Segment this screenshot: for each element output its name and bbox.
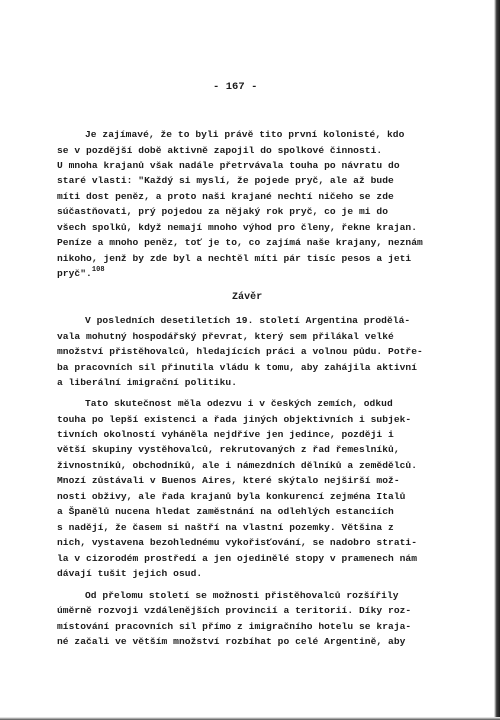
text-line: míti dost peněz, a proto naši krajané nechtí ničeho se zde bbox=[57, 191, 394, 202]
text-line: s nadějí, že časem si naštří na vlastní pozemky. Většina z bbox=[57, 522, 394, 533]
text-line: živnostníků, obchodníků, ale i námezdních dělníků a zemědělců. bbox=[57, 460, 418, 471]
text-line: nikoho, jenž by zde byl a nechtěl míti pár tisíc pesos a jeti bbox=[57, 253, 412, 264]
text-line: Tato skutečnost měla odezvu i v českých zemích, odkud bbox=[85, 398, 393, 409]
text-line: Od přelomu století se možnosti přistěhovalců rozšířily bbox=[85, 590, 399, 601]
page-number: - 167 - bbox=[213, 81, 258, 93]
text-line: né začali ve větším množství rozbíhat po celé Argentině, aby bbox=[57, 636, 406, 647]
text-line: súčastňovati, prý pojedou za nějaký rok pryč, co je mi do bbox=[57, 206, 389, 217]
text-line: se v pozdější době aktivně zapojil do spolkové činnosti. bbox=[57, 145, 383, 156]
text-line: Je zajímavé, že to byli právě tito první kolonisté, kdo bbox=[85, 129, 405, 140]
text-line: větší skupiny vystěhovalců, rekrutovaných z řad řemeslníků, bbox=[57, 444, 400, 455]
text-line: dávají tušit jejich osud. bbox=[57, 568, 203, 579]
text-line: Mnozí zůstávali v Buenos Aires, které skýtalo nejširší mož- bbox=[57, 475, 400, 486]
text-line: tivních okolností vyháněla nejdříve jen jedince, později i bbox=[57, 429, 394, 440]
text-line: V posledních desetiletích 19. století Argentina prodělá- bbox=[85, 315, 411, 326]
text-line: a liberální imigrační politiku. bbox=[57, 377, 238, 388]
text-line: všech spolků, když nemají mnoho výhod pro členy, řekne krajan. bbox=[57, 222, 418, 233]
text-line: vala mohutný hospodářský převrat, který sem přilákal velké bbox=[57, 331, 394, 342]
text-line-with-footnote bbox=[57, 267, 105, 282]
text-line: a Španělů nucena hledat zaměstnání na odlehlých estanciích bbox=[57, 506, 394, 517]
text-fragment: pryč". bbox=[57, 268, 92, 279]
scan-edge-shadow bbox=[494, 0, 500, 720]
text-line: touha po lepší existenci a řada jiných objektivních i subjek- bbox=[57, 414, 412, 425]
section-heading: Závěr bbox=[232, 292, 263, 303]
text-line: staré vlasti: "Každý si myslí, že pojede pryč, ale až bude bbox=[57, 175, 394, 186]
text-line: místování pracovních sil přímo z imigračního hotelu se kraja- bbox=[57, 621, 412, 632]
text-line: úměrně rozvoji vzdálenějších provincií a teritorií. Díky roz- bbox=[57, 605, 412, 616]
text-line: nosti obživy, ale řada krajanů byla konkurencí zejména Italů bbox=[57, 491, 406, 502]
footnote-reference: 108 bbox=[91, 266, 105, 274]
text-line: ba pracovních sil přinutila vládu k tomu, aby zahájila aktivní bbox=[57, 362, 418, 373]
text-line: Peníze a mnoho peněz, toť je to, co zajímá naše krajany, neznám bbox=[57, 237, 423, 248]
text-line: U mnoha krajanů však nadále přetrvávala touha po návratu do bbox=[57, 160, 400, 171]
text-line: la v cizorodém prostředí a jen ojedinělé stopy v pramenech nám bbox=[57, 553, 418, 564]
text-line: nich, vystavena bezohlednému vykořisťování, se nadobro strati- bbox=[57, 537, 418, 548]
text-line: množství přistěhovalců, hledajících práci a volnou půdu. Potře- bbox=[57, 346, 423, 357]
